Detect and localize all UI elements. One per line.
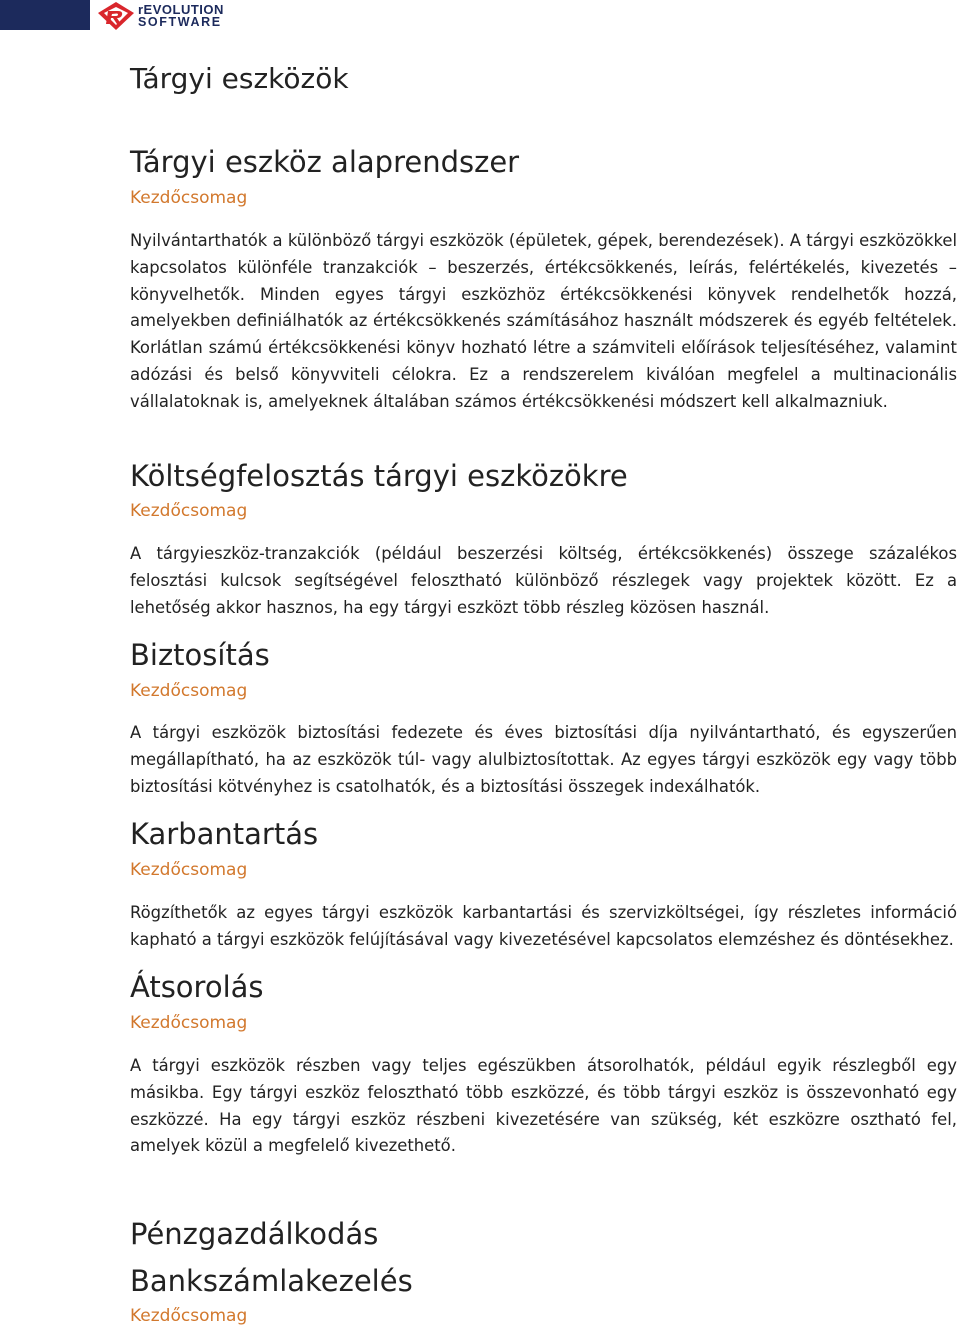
header-bar [0,0,90,30]
section-title-koltsegfelosztas: Költségfelosztás tárgyi eszközökre [130,459,628,493]
package-label: Kezdőcsomag [130,188,248,208]
section-text-koltsegfelosztas: A tárgyieszköz-tranzakciók (például beszerzési költség, értékcsökkenés) összege százalékos felosztási kulcsok segítségével felosztható különböző részlegek vagy projektek között. Ez a lehetőség akkor hasznos, ha egy tárgyi eszközt több részleg közösen használ. [130,544,957,617]
section-title-biztositas: Biztosítás [130,638,270,672]
logo-wordmark-line2: SOFTWARE [138,15,222,29]
section-text-alaprendszer: Nyilvántarthatók a különböző tárgyi eszközök (épületek, gépek, berendezések). A tárgyi eszközökkel kapcsolatos különféle tranzakciók – beszerzés, értékcsökkenés, leírás, felértékelés, kivezetés – könyvelhetők. Minden egyes tárgyi eszközhöz értékcsökkenési könyvek rendelhetők hozzá, amelyekben definiálhatók az értékcsökkenés számításához használt módszerek és egyéb feltételek. Korlátlan számú értékcsökkenési könyv hozható létre a számviteli előírások teljesítéséhez, valamint adózási és belső könyvviteli célokra. Ez a rendszerelem kiválóan megfelel a multinacionális vállalatoknak is, amelyeknek általában számos értékcsökkenési módszert kell alkalmazniuk. [130,231,957,411]
section-title-alaprendszer: Tárgyi eszköz alaprendszer [130,145,520,179]
section-text-karbantartas: Rögzíthetők az egyes tárgyi eszközök karbantartási és szervizköltségei, így részletes információ kapható a tárgyi eszközök felújításával vagy kivezetésével kapcsolatos elemzéshez és döntésekhez. [130,903,957,949]
section-title-bankszamlakezeles: Bankszámlakezelés [130,1264,413,1298]
package-label: Kezdőcsomag [130,1306,248,1326]
package-label: Kezdőcsomag [130,681,248,701]
section-title-karbantartas: Karbantartás [130,817,319,851]
package-label: Kezdőcsomag [130,1013,248,1033]
logo-wordmark-line1: rEVOLUTION [138,2,224,17]
revolution-software-logo [96,1,224,31]
section-text-biztositas: A tárgyi eszközök biztosítási fedezete és éves biztosítási díja nyilvántartható, és egyszerűen megállapítható, ha az eszközök túl- vagy alulbiztosítottak. Az egyes tárgyi eszközök egy vagy több biztosítási kötvényhez is csatolhatók, és a biztosítási összegek indexálhatók. [130,723,957,796]
section-title-atsorolas: Átsorolás [130,970,264,1004]
package-label: Kezdőcsomag [130,860,248,880]
logo-mark-icon [96,1,136,31]
group-title-penzgazdalkodas: Pénzgazdálkodás [130,1217,379,1251]
page-title: Tárgyi eszközök [130,62,349,95]
package-label: Kezdőcsomag [130,501,248,521]
section-text-atsorolas: A tárgyi eszközök részben vagy teljes egészükben átsorolhatók, például egyik részlegből egy másikba. Egy tárgyi eszköz felosztható több eszközzé, és több tárgyi eszköz is összevonható egy eszközzé. Ha egy tárgyi eszköz részbeni kivezetésére van szükség, két eszközre osztható fel, amelyek közül a megfelelő kivezethető. [130,1056,957,1156]
